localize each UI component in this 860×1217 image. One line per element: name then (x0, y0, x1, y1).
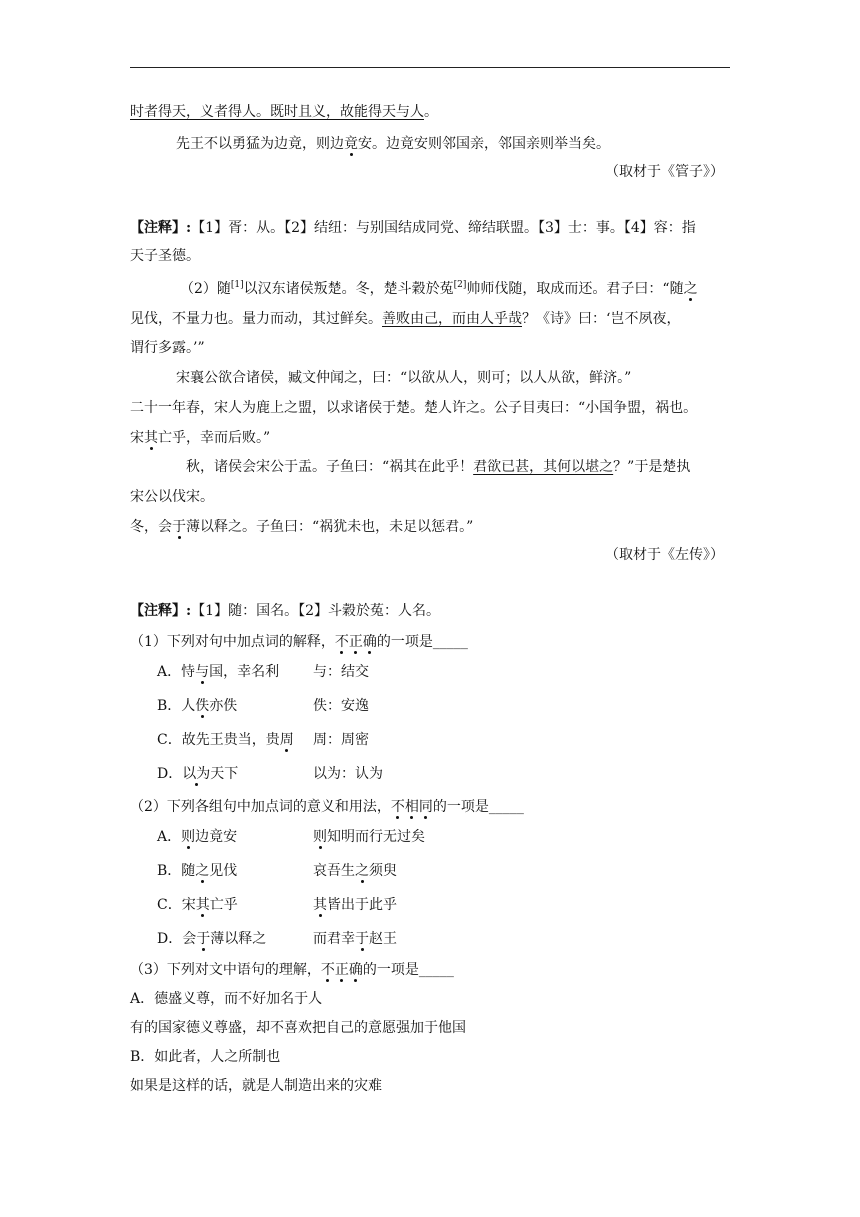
passage2-line6: 宋其亡乎，幸而后败。” (130, 430, 271, 446)
q3-option-b-explanation: 如果是这样的话，就是人制造出来的灾难 (130, 1078, 382, 1094)
q1-option-b: B．人佚亦佚 佚：安逸 (157, 698, 369, 714)
source-guanzi: （取材于《管子》） (605, 164, 724, 180)
passage2-line9: 冬，会于薄以释之。子鱼曰：“祸犹未也，未足以惩君。” (130, 519, 474, 535)
gloss: 以为：认为 (313, 766, 383, 782)
dotted-char: 于 (172, 519, 186, 535)
comparison: 而君幸于赵王 (313, 931, 397, 947)
passage2-line1: （2）随[1]以汉东诸侯叛楚。冬，楚斗穀於菟[2]帅师伐随，取成而还。君子曰：“随之 (180, 280, 698, 297)
question3-stem: （3）下列对文中语句的理解，不正确的一项是_____ (130, 962, 454, 978)
underlined-sentence: 君欲已甚，其何以堪之 (473, 459, 614, 475)
header-rule (130, 67, 730, 68)
q3-option-a: A．德盛义尊，而不好加名于人 (130, 991, 323, 1007)
dotted-char: 之 (683, 281, 698, 297)
dotted-char: 其 (144, 430, 158, 446)
passage2-line2: 见伐，不量力也。量力而动，其过鲜矣。善败由己，而由人乎哉？《诗》曰：‘岂不夙夜， (130, 311, 681, 327)
q2-option-d: D．会于薄以释之 而君幸于赵王 (157, 931, 397, 947)
comparison: 则知明而行无过矣 (313, 829, 425, 845)
note-label: 【注释】: (130, 220, 192, 236)
note2-line: 【注释】:【1】随：国名。【2】斗穀於菟：人名。 (130, 603, 440, 619)
gloss: 佚：安逸 (313, 698, 369, 714)
passage2-line3: 谓行多露。’” (130, 340, 205, 356)
underlined-sentence: 时者得天，义者得人。既时且义，故能得天与人 (130, 104, 424, 120)
q3-option-a-explanation: 有的国家德义尊盛，却不喜欢把自己的意愿强加于他国 (130, 1020, 466, 1036)
source-zuozhuan: （取材于《左传》） (605, 547, 724, 563)
q1-option-c: C．故先王贵当，贵周 周：周密 (157, 732, 369, 748)
passage1-line1: 时者得天，义者得人。既时且义，故能得天与人。 (130, 104, 438, 120)
passage2-line7: 秋，诸侯会宋公于盂。子鱼曰：“祸其在此乎！君欲已甚，其何以堪之？”于是楚执 (186, 459, 691, 475)
answer-blank: _____ (432, 634, 468, 650)
note1-line1: 【注释】:【1】胥：从。【2】结纽：与别国结成同党、缔结联盟。【3】士：事。【4】容：指 (130, 220, 696, 236)
passage2-line8: 宋公以伐宋。 (130, 489, 214, 505)
q2-option-a: A．则边竟安 则知明而行无过矣 (157, 829, 425, 845)
answer-blank: _____ (488, 799, 524, 815)
note1-line2: 天子圣德。 (130, 248, 200, 264)
q2-option-c: C．宋其亡乎 其皆出于此乎 (157, 897, 397, 913)
passage2-line4: 宋襄公欲合诸侯，臧文仲闻之，曰：“以欲从人，则可；以人从欲，鲜济。” (176, 370, 632, 386)
comparison: 哀吾生之须臾 (313, 863, 397, 879)
comparison: 其皆出于此乎 (313, 897, 397, 913)
answer-blank: _____ (418, 962, 454, 978)
gloss: 与：结交 (313, 664, 369, 680)
passage2-line5: 二十一年春，宋人为鹿上之盟，以求诸侯于楚。楚人许之。公子目夷曰：“小国争盟，祸也。 (130, 400, 698, 416)
note-label: 【注释】: (130, 603, 192, 619)
question2-stem: （2）下列各组句中加点词的意义和用法，不相同的一项是_____ (130, 799, 524, 815)
underlined-sentence: 善败由己，而由人乎哉 (382, 311, 522, 327)
q1-option-d: D．以为天下 以为：认为 (157, 766, 383, 782)
q3-option-b: B．如此者，人之所制也 (130, 1049, 281, 1065)
q1-option-a: A．恃与国，幸名利 与：结交 (157, 664, 369, 680)
q2-option-b: B．随之见伐 哀吾生之须臾 (157, 863, 397, 879)
gloss: 周：周密 (313, 732, 369, 748)
question1-stem: （1）下列对句中加点词的解释，不正确的一项是_____ (130, 634, 468, 650)
dotted-char: 竟 (344, 136, 358, 152)
passage1-line2: 先王不以勇猛为边竟，则边竟安。边竟安则邻国亲，邻国亲则举当矣。 (176, 136, 610, 152)
